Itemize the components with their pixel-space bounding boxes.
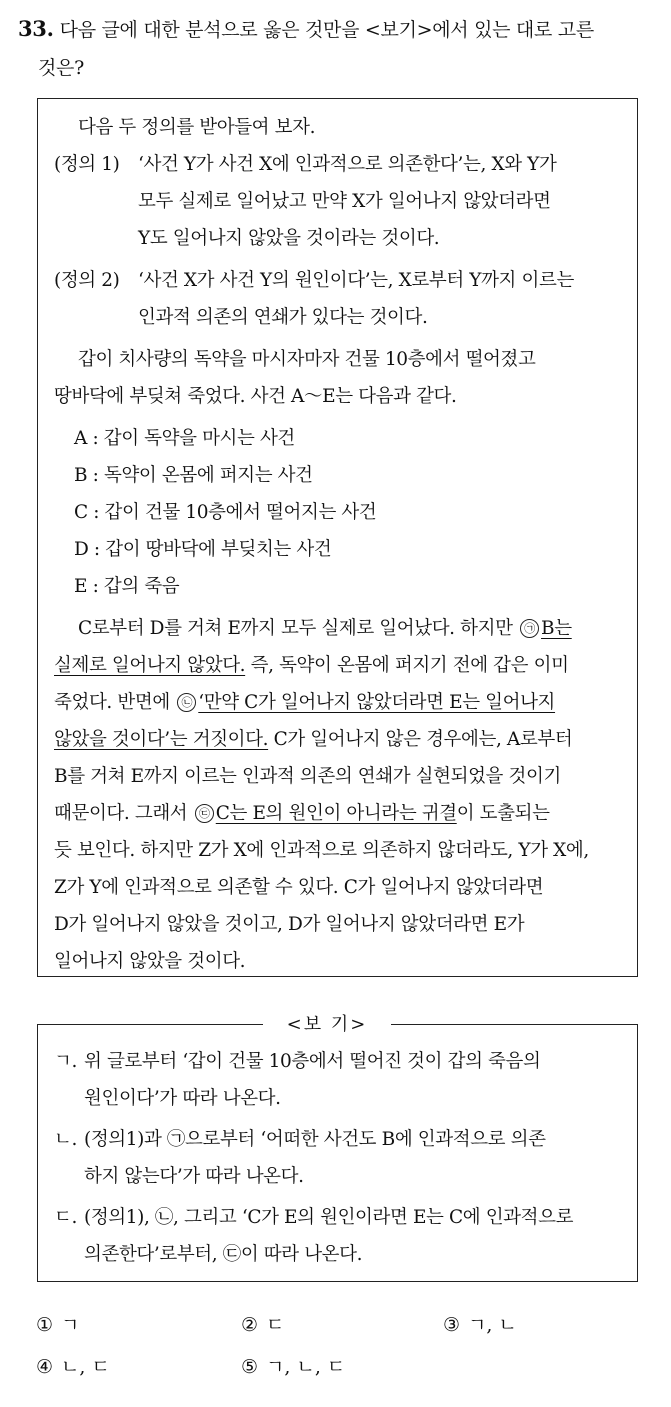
paragraph1-line1: 갑이 치사량의 독약을 마시자마자 건물 10층에서 떨어졌고 [78,349,536,370]
event-e: E : 갑의 죽음 [74,576,180,597]
bogi-item-1-line1: 위 글로부터 ‘갑이 건물 10층에서 떨어진 것이 갑의 죽음의 [84,1051,541,1072]
p2-text: C로부터 D를 거쳐 E까지 모두 실제로 일어났다. 하지만 [78,618,513,639]
choice-number: ⑤ [241,1356,259,1378]
p2-text: 때문이다. 그래서 [54,803,188,824]
choice-3[interactable] [443,1312,517,1338]
definition-2-line2: 인과적 의존의 연쇄가 있다는 것이다. [138,307,428,328]
bogi-item-label-3: ㄷ. [54,1207,77,1228]
question-prompt-line2: 것은? [38,57,84,79]
underlined-text-1b: 실제로 일어나지 않았다. [54,655,246,676]
underlined-text-2a: ‘만약 C가 일어나지 않았더라면 E는 일어나지 [198,692,556,713]
paragraph2-line7: 듯 보인다. 하지만 Z가 X에 인과적으로 의존하지 않더라도, Y가 X에, [54,840,589,861]
passage-intro: 다음 두 정의를 받아들여 보자. [78,117,316,138]
bogi-box [37,1024,638,1282]
bogi-item-2-line1: (정의1)과 ㉠으로부터 ‘어떠한 사건도 B에 인과적으로 의존 [84,1129,546,1150]
question-number: 33. [18,16,54,41]
p2-text: 죽었다. 반면에 [54,692,170,713]
bogi-item-label-1: ㄱ. [54,1051,77,1072]
paragraph2-line8: Z가 Y에 인과적으로 의존할 수 있다. C가 일어나지 않았더라면 [54,877,544,898]
choice-text: ㄱ, ㄴ [468,1314,517,1336]
definition-1-line2: 모두 실제로 일어났고 만약 X가 일어나지 않았더라면 [138,191,551,212]
choice-number: ② [241,1314,259,1336]
passage-box [37,98,638,977]
bogi-item-3-line1: (정의1), ㉡, 그리고 ‘C가 E의 원인이라면 E는 C에 인과적으로 [84,1207,574,1228]
answer-choices [36,1312,636,1392]
question-prompt-text: 다음 글에 대한 분석으로 옳은 것만을 <보기>에서 있는 대로 고른 [59,19,594,41]
paragraph2-line9: D가 일어나지 않았을 것이고, D가 일어나지 않았더라면 E가 [54,914,525,935]
underlined-text-1a: B는 [541,618,572,639]
paragraph2-line1 [78,616,572,642]
circle-mark-1: ㉠ [520,619,539,638]
choice-number: ① [36,1314,54,1336]
choice-2[interactable] [241,1312,284,1338]
definition-1-line3: Y도 일어나지 않았을 것이라는 것이다. [138,228,440,249]
event-a: A : 갑이 독약을 마시는 사건 [74,428,295,449]
choice-text: ㄱ [61,1314,80,1336]
paragraph2-line6 [54,801,550,827]
p2-text: 이 도출되는 [456,803,550,824]
bogi-item-3-line2: 의존한다’로부터, ㉢이 따라 나온다. [84,1244,363,1265]
p2-text: 즉, 독약이 온몸에 퍼지기 전에 갑은 이미 [245,655,569,676]
paragraph2-line3 [54,690,555,716]
paragraph2-line10: 일어나지 않았을 것이다. [54,951,246,972]
choice-1[interactable] [36,1312,79,1338]
choice-5[interactable] [241,1354,345,1380]
paragraph2-line5: B를 거쳐 E까지 이르는 인과적 의존의 연쇄가 실현되었을 것이기 [54,766,561,787]
p2-text: C가 일어나지 않은 경우에는, A로부터 [268,729,573,750]
circle-mark-3: ㉢ [195,804,214,823]
question-prompt-line1 [18,10,658,49]
choice-text: ㄷ [266,1314,285,1336]
definition-1-label: (정의 1) [54,154,120,175]
bogi-item-2-line2: 하지 않는다’가 따라 나온다. [84,1166,304,1187]
choice-text: ㄱ, ㄴ, ㄷ [266,1356,346,1378]
choice-4[interactable] [36,1354,110,1380]
definition-2-line1: ‘사건 X가 사건 Y의 원인이다’는, X로부터 Y까지 이르는 [138,270,574,291]
choice-text: ㄴ, ㄷ [61,1356,110,1378]
underlined-text-2b: 않았을 것이다’는 거짓이다. [54,729,269,750]
bogi-title: <보 기> [263,1012,391,1038]
choice-number: ④ [36,1356,54,1378]
paragraph2-line2 [54,653,569,679]
definition-1-line1: ‘사건 Y가 사건 X에 인과적으로 의존한다’는, X와 Y가 [138,154,557,175]
paragraph1-line2: 땅바닥에 부딪쳐 죽었다. 사건 A～E는 다음과 같다. [54,386,457,407]
question-header [18,10,658,87]
event-c: C : 갑이 건물 10층에서 떨어지는 사건 [74,502,377,523]
choice-number: ③ [443,1314,461,1336]
definition-2-label: (정의 2) [54,270,120,291]
underlined-text-3: C는 E의 원인이 아니라는 귀결 [215,803,457,824]
event-b: B : 독약이 온몸에 퍼지는 사건 [74,465,313,486]
paragraph2-line4 [54,727,572,753]
bogi-item-1-line2: 원인이다’가 따라 나온다. [84,1088,281,1109]
bogi-item-label-2: ㄴ. [54,1129,77,1150]
event-d: D : 갑이 땅바닥에 부딪치는 사건 [74,539,332,560]
circle-mark-2: ㉡ [177,693,196,712]
